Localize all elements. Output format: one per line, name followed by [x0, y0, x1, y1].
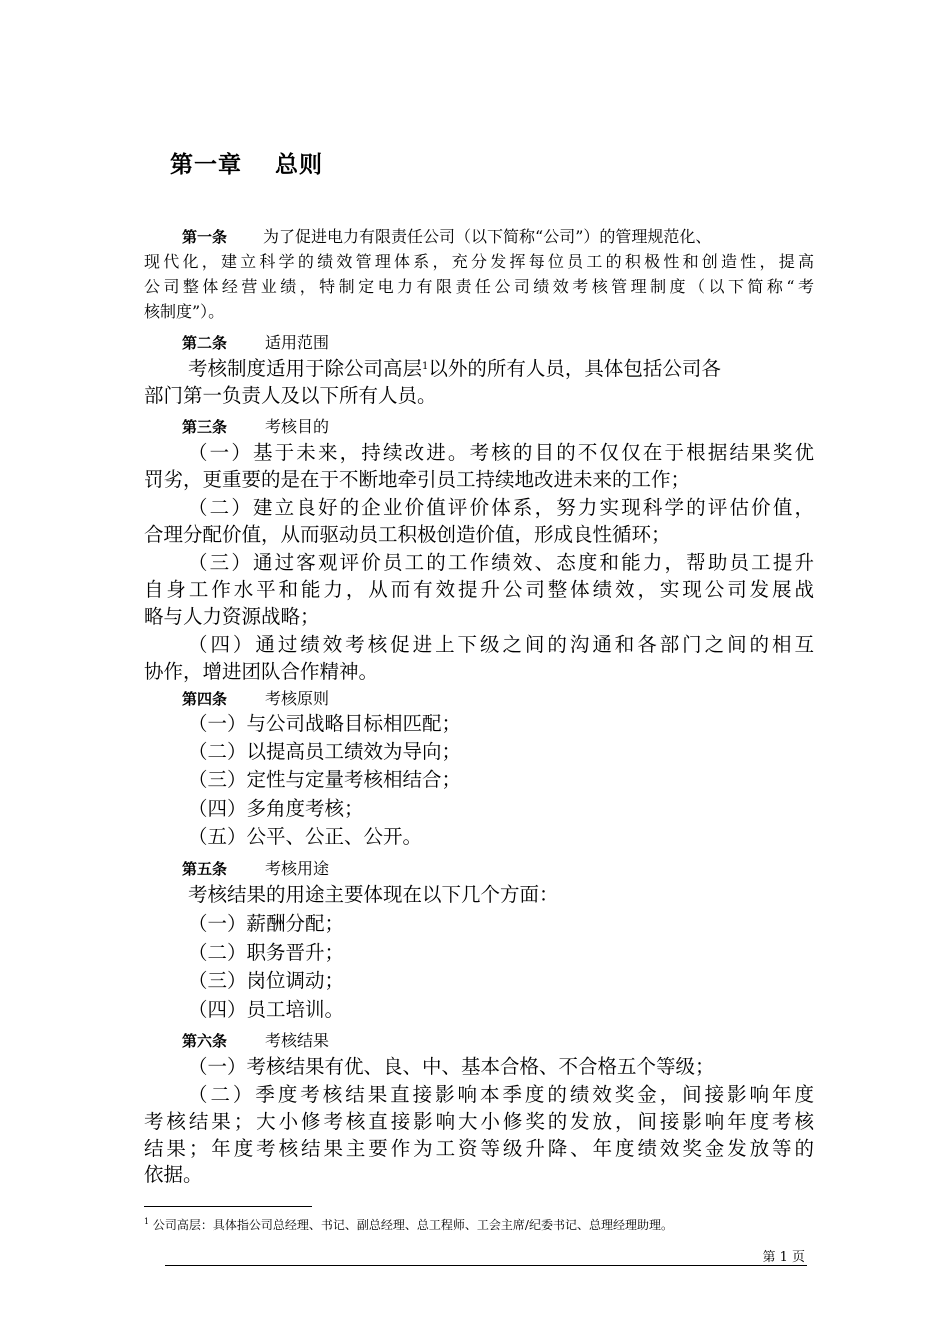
- article-4-item-5: （五）公平、公正、公开。: [188, 825, 423, 848]
- article-3-label: 第三条: [182, 418, 228, 436]
- article-5-item-1: （一）薪酬分配；: [188, 912, 345, 935]
- article-2-label: 第二条: [182, 334, 228, 352]
- article-6-line-5: 依据。: [144, 1163, 203, 1186]
- article-6-line-1: （一）考核结果有优、良、中、基本合格、不合格五个等级；: [188, 1055, 715, 1078]
- article-1-line-1: 第一条 为了促进电力有限责任公司（以下简称“公司”）的管理规范化、: [182, 227, 712, 246]
- article-5-heading: [182, 856, 329, 879]
- article-5-item-2: （二）职务晋升；: [188, 941, 345, 964]
- article-2-line-2: 部门第一负责人及以下所有人员。: [144, 384, 437, 407]
- article-6-heading: [182, 1028, 329, 1051]
- article-3-line-7: 略与人力资源战略；: [144, 605, 320, 628]
- article-5-title: 考核用途: [265, 859, 330, 878]
- article-6-line-2: （二）季度考核结果直接影响本季度的绩效奖金，间接影响年度: [188, 1083, 814, 1106]
- article-4-item-3: （三）定性与定量考核相结合；: [188, 768, 462, 791]
- article-6-label: 第六条: [182, 1032, 228, 1050]
- article-3-heading: [182, 414, 329, 437]
- article-5-label: 第五条: [182, 860, 228, 878]
- article-2-heading: [182, 330, 329, 353]
- article-1-line-2: 现代化，建立科学的绩效管理体系，充分发挥每位员工的积极性和创造性，提高: [144, 252, 814, 271]
- article-4-item-2: （二）以提高员工绩效为导向；: [188, 740, 462, 763]
- article-1-label: 第一条: [182, 228, 228, 246]
- article-6-line-3: 考核结果；大小修考核直接影响大小修奖的发放，间接影响年度考核: [144, 1110, 814, 1133]
- article-4-heading: [182, 686, 329, 709]
- article-5-item-4: （四）员工培训。: [188, 998, 345, 1021]
- article-6-title: 考核结果: [265, 1031, 330, 1050]
- article-3-line-3: （二）建立良好的企业价值评价体系，努力实现科学的评估价值，: [188, 496, 814, 519]
- footnote: [144, 1214, 673, 1233]
- article-3-line-1: （一）基于未来，持续改进。考核的目的不仅仅在于根据结果奖优: [188, 441, 814, 464]
- footnote-text: 公司高层：具体指公司总经理、书记、副总经理、总工程师、工会主席/纪委书记、总理经理助理。: [149, 1218, 673, 1232]
- article-3-line-6: 自身工作水平和能力，从而有效提升公司整体绩效，实现公司发展战: [144, 578, 814, 601]
- footer-rule: [165, 1265, 807, 1266]
- article-4-item-1: （一）与公司战略目标相匹配；: [188, 712, 462, 735]
- article-2-title: 适用范围: [265, 333, 330, 352]
- article-3-line-2: 罚劣，更重要的是在于不断地牵引员工持续地改进未来的工作；: [144, 468, 691, 491]
- article-1-line-4: 核制度”）。: [144, 302, 225, 321]
- article-3-line-5: （三）通过客观评价员工的工作绩效、态度和能力，帮助员工提升: [188, 551, 814, 574]
- article-4-title: 考核原则: [265, 689, 330, 708]
- article-3-line-8: （四）通过绩效考核促进上下级之间的沟通和各部门之间的相互: [188, 633, 814, 656]
- article-4-label: 第四条: [182, 690, 228, 708]
- page-number: 第 1 页: [762, 1250, 805, 1265]
- article-3-line-9: 协作，增进团队合作精神。: [144, 660, 379, 683]
- article-4-item-4: （四）多角度考核；: [188, 797, 364, 820]
- article-3-title: 考核目的: [265, 417, 330, 436]
- footnote-separator: [144, 1206, 312, 1207]
- article-1-line-3: 公司整体经营业绩，特制定电力有限责任公司绩效考核管理制度（以下简称“考: [144, 277, 814, 296]
- footnote-ref[interactable]: 1: [422, 361, 429, 372]
- article-5-intro: 考核结果的用途主要体现在以下几个方面：: [188, 883, 559, 906]
- chapter-heading: 第一章 总则: [170, 152, 324, 178]
- article-6-line-4: 结果；年度考核结果主要作为工资等级升降、年度绩效奖金发放等的: [144, 1137, 814, 1160]
- footnote-marker: 1: [144, 1217, 150, 1226]
- article-5-item-3: （三）岗位调动；: [188, 969, 345, 992]
- article-2-line-1: 考核制度适用于除公司高层$^1$以外的所有人员，具体包括公司各: [188, 357, 721, 380]
- article-3-line-4: 合理分配价值，从而驱动员工积极创造价值，形成良性循环；: [144, 523, 671, 546]
